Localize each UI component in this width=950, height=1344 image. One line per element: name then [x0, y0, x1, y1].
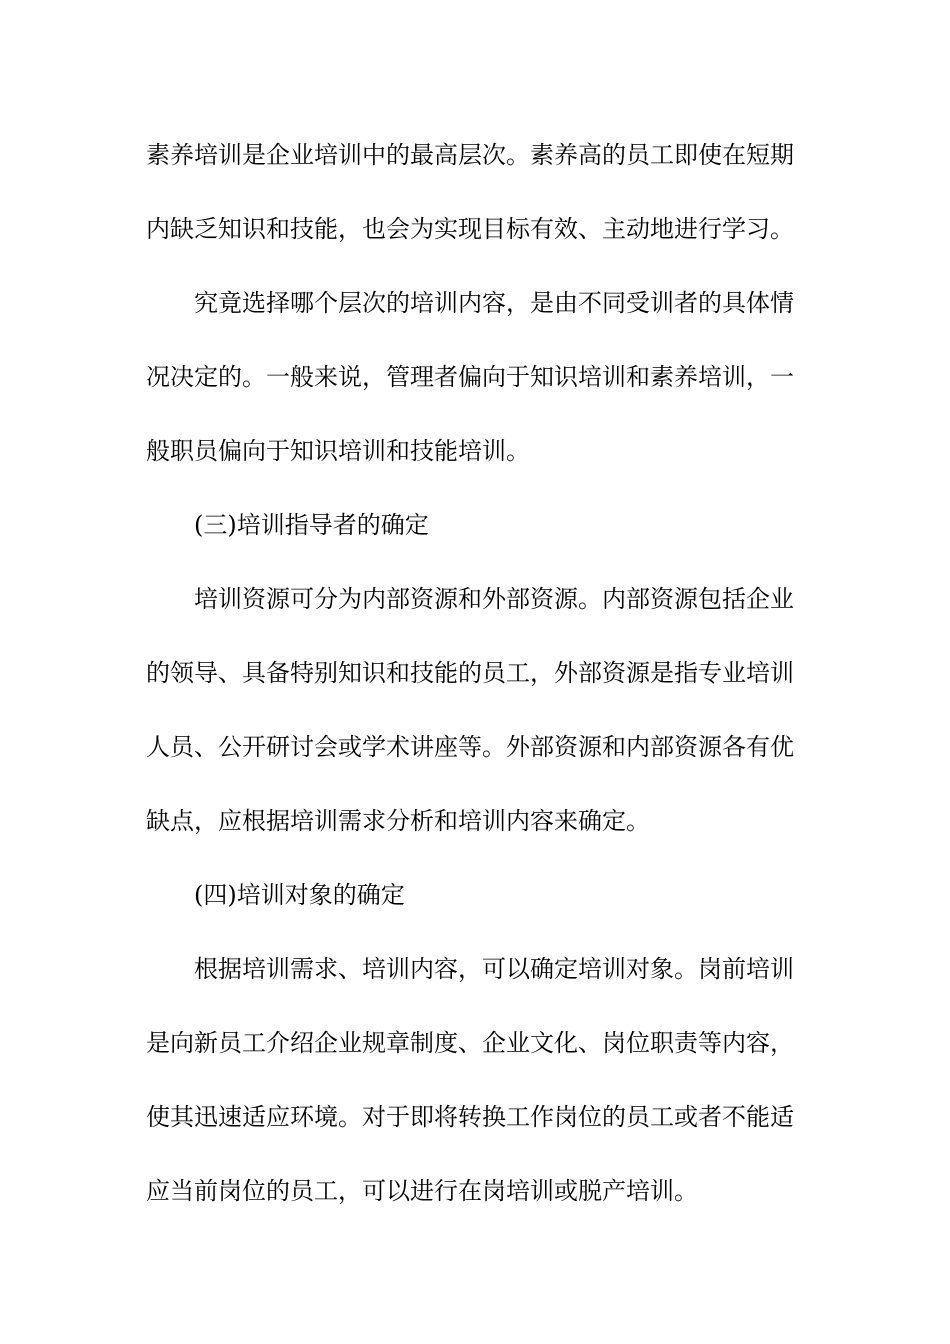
paragraph-line: 培训资源可分为内部资源和外部资源。内部资源包括企业	[194, 585, 794, 613]
document-body	[146, 118, 806, 1228]
paragraph-line: 的领导、具备特别知识和技能的员工，外部资源是指专业培训	[146, 659, 794, 687]
section-heading: (四)培训对象的确定	[194, 881, 405, 909]
paragraph-line: 般职员偏向于知识培训和技能培训。	[146, 437, 530, 465]
section-heading: (三)培训指导者的确定	[194, 511, 429, 539]
paragraph-line: 应当前岗位的员工，可以进行在岗培训或脱产培训。	[146, 1177, 698, 1205]
paragraph-line: 究竟选择哪个层次的培训内容，是由不同受训者的具体情	[194, 289, 794, 317]
paragraph-line: 缺点，应根据培训需求分析和培训内容来确定。	[146, 807, 650, 835]
paragraph-line: 况决定的。一般来说，管理者偏向于知识培训和素养培训，一	[146, 363, 794, 391]
paragraph-line: 内缺乏知识和技能，也会为实现目标有效、主动地进行学习。	[146, 215, 794, 243]
paragraph-line: 使其迅速适应环境。对于即将转换工作岗位的员工或者不能适	[146, 1103, 794, 1131]
paragraph-line: 是向新员工介绍企业规章制度、企业文化、岗位职责等内容，	[146, 1029, 794, 1057]
paragraph-line: 根据培训需求、培训内容，可以确定培训对象。岗前培训	[194, 955, 794, 983]
paragraph-line: 素养培训是企业培训中的最高层次。素养高的员工即使在短期	[146, 141, 794, 169]
paragraph-line: 人员、公开研讨会或学术讲座等。外部资源和内部资源各有优	[146, 733, 794, 761]
